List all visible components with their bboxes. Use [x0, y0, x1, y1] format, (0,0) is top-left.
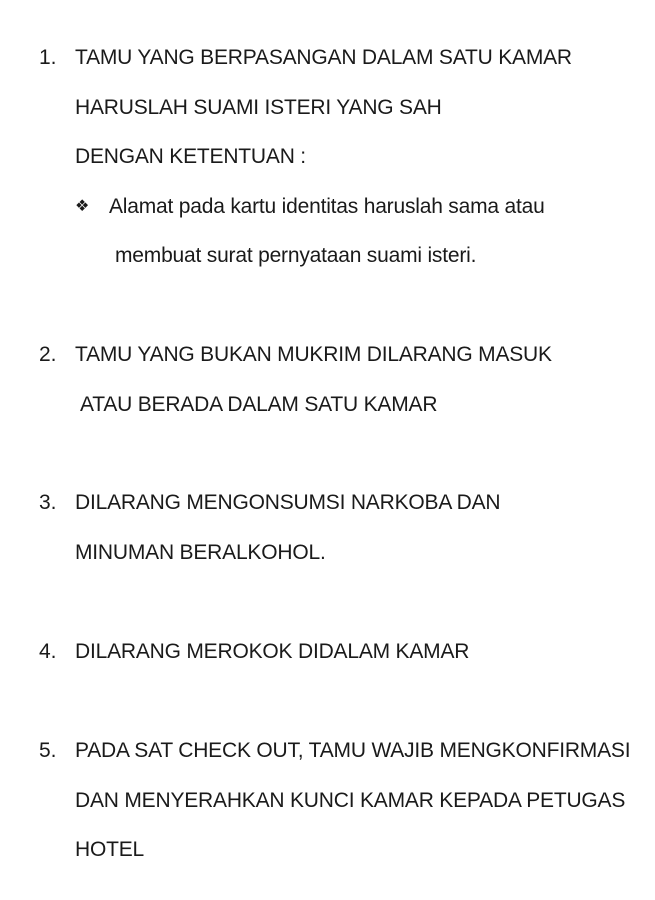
rule-number: 4.: [39, 640, 57, 663]
rule-line: TAMU YANG BERPASANGAN DALAM SATU KAMAR: [75, 46, 572, 69]
rule-number: 3.: [39, 491, 57, 514]
rule-line: DAN MENYERAHKAN KUNCI KAMAR KEPADA PETUGAS: [75, 789, 626, 812]
rule-line: MINUMAN BERALKOHOL.: [75, 541, 326, 564]
diamond-bullet-icon: ❖: [75, 198, 90, 215]
rule-line: DILARANG MEROKOK DIDALAM KAMAR: [75, 640, 470, 663]
rule-number: 2.: [39, 343, 57, 366]
rule-line: PADA SAT CHECK OUT, TAMU WAJIB MENGKONFIRMASI: [75, 739, 631, 762]
rule-number: 5.: [39, 739, 57, 762]
rule-line: TAMU YANG BUKAN MUKRIM DILARANG MASUK: [75, 343, 552, 366]
rule-line: ATAU BERADA DALAM SATU KAMAR: [80, 393, 438, 416]
rule-number: 1.: [39, 46, 57, 69]
rule-line: DILARANG MENGONSUMSI NARKOBA DAN: [75, 491, 501, 514]
rule-line: HARUSLAH SUAMI ISTERI YANG SAH: [75, 96, 442, 119]
rule-line: DENGAN KETENTUAN :: [75, 145, 306, 168]
subitem-line: Alamat pada kartu identitas haruslah sama atau: [109, 195, 545, 218]
subitem-line: membuat surat pernyataan suami isteri.: [115, 244, 477, 267]
rule-line: HOTEL: [75, 838, 145, 861]
